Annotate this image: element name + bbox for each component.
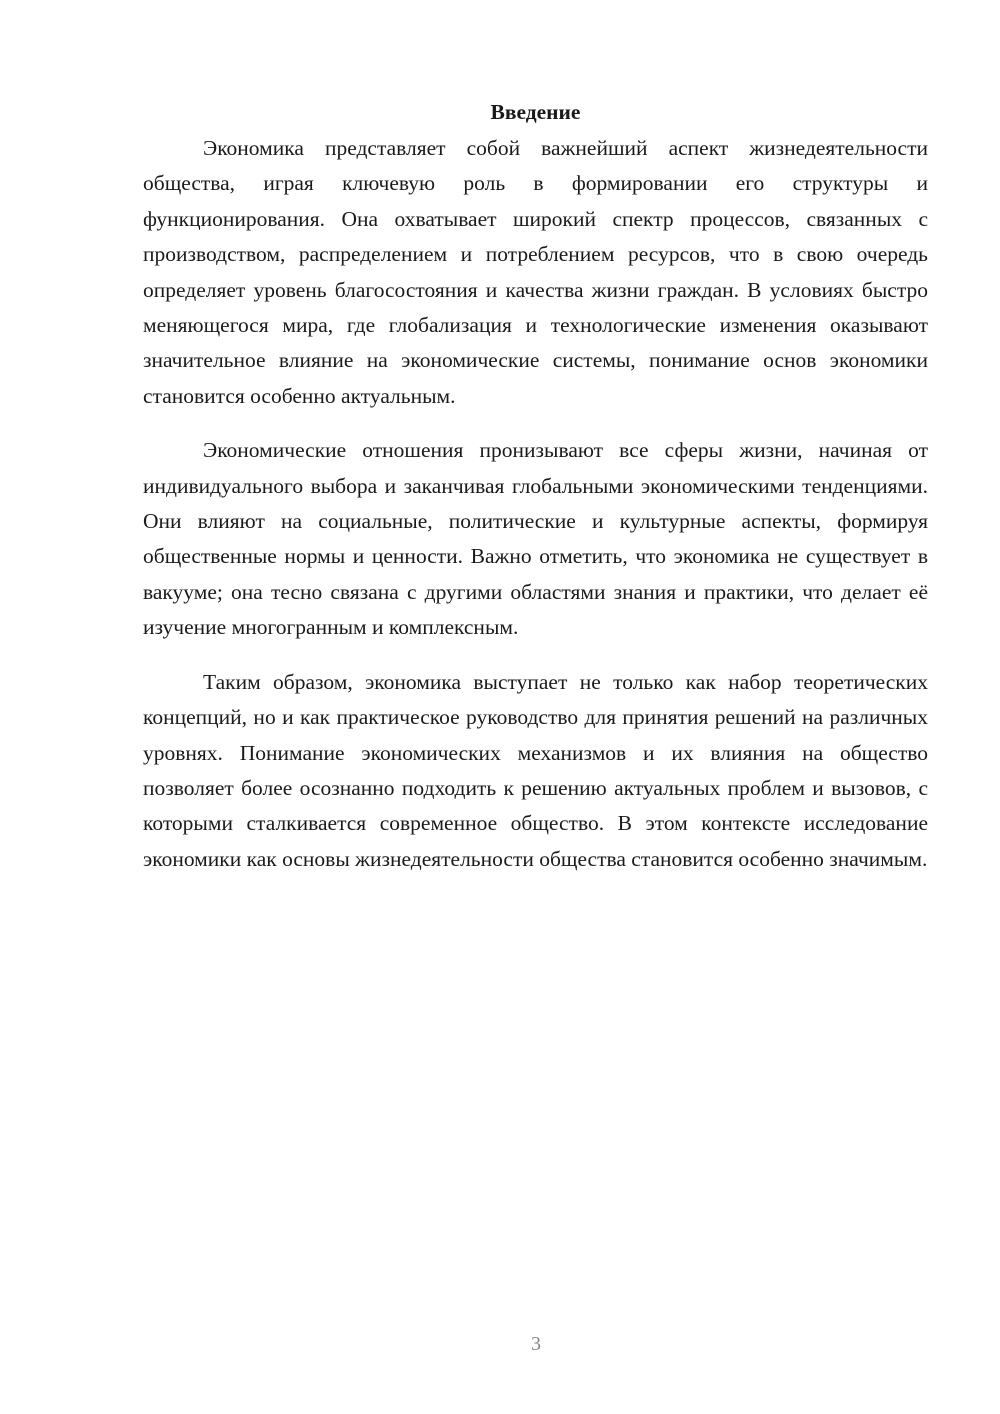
paragraph-2: Экономические отношения пронизывают все сферы жизни, начиная от индивидуального выбора и заканчивая глобальными экономическими тенденциями. Они влияют на социальные, политические и культурные аспекты, формируя общественные нормы и ценности. Важно отметить, что экономика не существует в вакууме; она тесно связана с другими областями знания и практики, что делает её изучение многогранным и комплексным. [143, 438, 928, 640]
paragraph-1: Экономика представляет собой важнейший аспект жизнедеятельности общества, играя ключевую роль в формировании его структуры и функционирования. Она охватывает широкий спектр процессов, связанных с производством, распределением и потреблением ресурсов, что в свою очередь определяет уровень благосостояния и качества жизни граждан. В условиях быстро меняющегося мира, где глобализация и технологические изменения оказывают значительное влияние на экономические системы, понимание основ экономики становится особенно актуальным. [143, 136, 928, 408]
paragraph-3: Таким образом, экономика выступает не только как набор теоретических концепций, но и как практическое руководство для принятия решений на различных уровнях. Понимание экономических механизмов и их влияния на общество позволяет более осознанно подходить к решению актуальных проблем и вызовов, с которыми сталкивается современное общество. В этом контексте исследование экономики как основы жизнедеятельности общества становится особенно значимым. [143, 669, 928, 871]
page-number: 3 [531, 1333, 541, 1355]
section-heading: Введение [490, 100, 581, 124]
document-body [143, 96, 928, 877]
